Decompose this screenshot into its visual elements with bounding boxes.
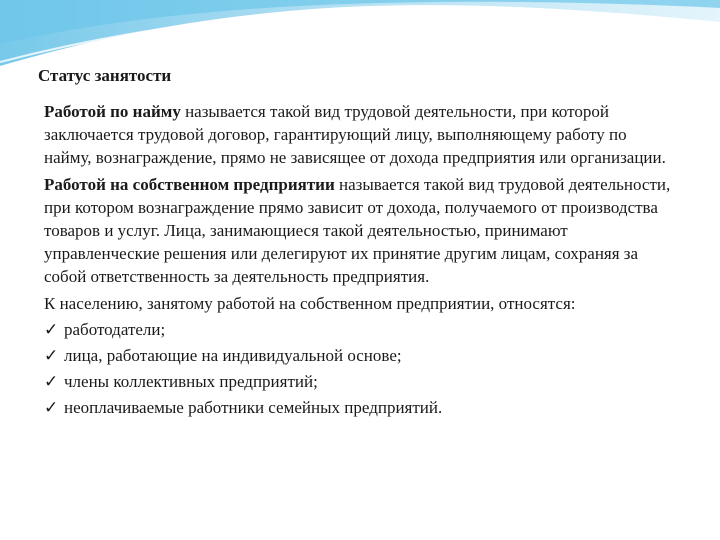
checkmark-icon: ✓: [44, 372, 59, 392]
list-item: ✓ лица, работающие на индивидуальной основе;: [44, 344, 674, 367]
list-item: ✓ работодатели;: [44, 318, 674, 341]
checkmark-icon: ✓: [44, 398, 59, 418]
term-self-employment: Работой на собственном предприятии: [44, 174, 335, 194]
paragraph-self-employment: [44, 173, 674, 289]
slide-title: Статус занятости: [38, 66, 172, 85]
list-item: ✓ члены коллективных предприятий;: [44, 370, 674, 393]
paragraph-hired-work: [44, 100, 674, 170]
category-list: [44, 318, 674, 420]
definition-self-employment: называется такой вид трудовой деятельности, при котором вознаграждение прямо зависит от дохода, получаемого от производства товаров и услуг. Лица, занимающиеся такой деятельностью, принимают управленческие решения или делегируют их принятие другим лицам, сохраняя за собой ответственность за деятельность предприятия.: [44, 174, 671, 287]
checkmark-icon: ✓: [44, 319, 59, 339]
paragraph-population-intro: К населению, занятому работой на собственном предприятии, относятся:: [44, 293, 576, 313]
term-hired-work: Работой по найму: [44, 102, 181, 121]
slide-body: [44, 100, 674, 423]
definition-hired-work: называется такой вид трудовой деятельности, при которой заключается трудовой договор, гарантирующий лицу, выполняющему работу по найму, вознаграждение, прямо не зависящее от дохода предприятия или организации.: [44, 102, 666, 168]
list-item: ✓ неоплачиваемые работники семейных предприятий.: [44, 396, 674, 419]
checkmark-icon: ✓: [44, 346, 59, 366]
